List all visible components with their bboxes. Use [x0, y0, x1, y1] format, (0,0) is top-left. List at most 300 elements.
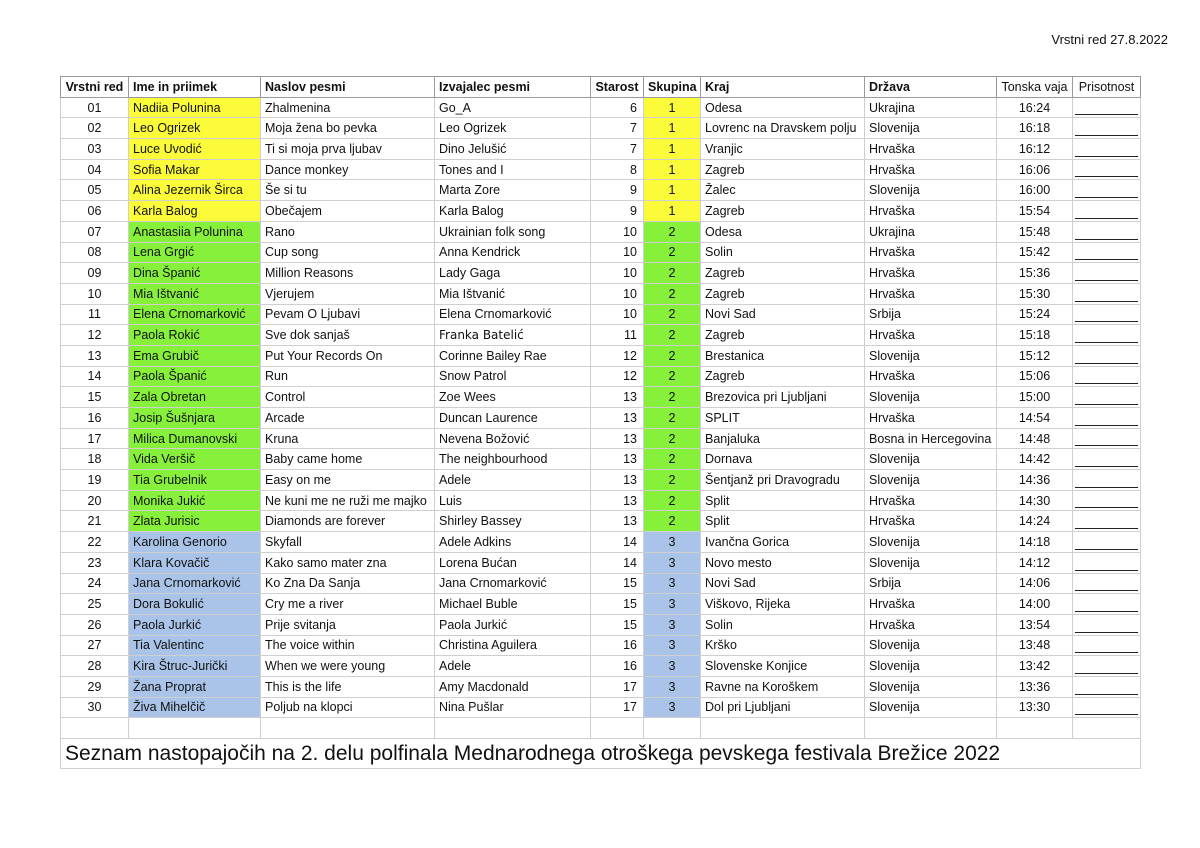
cell-soundcheck: 15:00	[997, 387, 1073, 408]
cell-age: 17	[591, 697, 644, 718]
table-row	[61, 345, 1141, 366]
cell-name: Klara Kovačič	[129, 552, 261, 573]
cell-order: 05	[61, 180, 129, 201]
cell-soundcheck: 15:54	[997, 201, 1073, 222]
cell-city: Žalec	[701, 180, 865, 201]
cell-city: Krško	[701, 635, 865, 656]
table-row	[61, 635, 1141, 656]
performers-table	[60, 76, 1141, 769]
cell-city: Novi Sad	[701, 304, 865, 325]
cell-attendance[interactable]	[1073, 304, 1141, 325]
cell-artist: Leo Ogrizek	[435, 118, 591, 139]
cell-name: Jana Crnomarković	[129, 573, 261, 594]
cell-name: Luce Uvodić	[129, 139, 261, 160]
cell-age: 6	[591, 97, 644, 118]
cell-country: Hrvaška	[865, 594, 997, 615]
cell-group: 2	[644, 428, 701, 449]
cell-city: Solin	[701, 242, 865, 263]
cell-soundcheck: 15:24	[997, 304, 1073, 325]
cell-city: Zagreb	[701, 263, 865, 284]
cell-country: Hrvaška	[865, 139, 997, 160]
attendance-signature-line	[1075, 176, 1138, 177]
cell-city: Banjaluka	[701, 428, 865, 449]
cell-name: Tia Valentinc	[129, 635, 261, 656]
cell-city: SPLIT	[701, 408, 865, 429]
cell-order: 10	[61, 283, 129, 304]
cell-soundcheck: 14:00	[997, 594, 1073, 615]
cell-group: 1	[644, 139, 701, 160]
cell-age: 13	[591, 511, 644, 532]
cell-song: Control	[261, 387, 435, 408]
col-header-order: Vrstni red	[61, 77, 129, 98]
table-row	[61, 676, 1141, 697]
cell-country: Slovenija	[865, 552, 997, 573]
cell-age: 10	[591, 263, 644, 284]
cell-attendance[interactable]	[1073, 573, 1141, 594]
cell-age: 13	[591, 408, 644, 429]
cell-artist: Shirley Bassey	[435, 511, 591, 532]
cell-city: Slovenske Konjice	[701, 656, 865, 677]
cell-attendance[interactable]	[1073, 428, 1141, 449]
cell-soundcheck: 14:42	[997, 449, 1073, 470]
cell-group: 2	[644, 490, 701, 511]
table-row	[61, 118, 1141, 139]
cell-order: 07	[61, 221, 129, 242]
attendance-signature-line	[1075, 383, 1138, 384]
cell-city: Lovrenc na Dravskem polju	[701, 118, 865, 139]
cell-order: 23	[61, 552, 129, 573]
cell-country: Ukrajina	[865, 221, 997, 242]
cell-artist: Nevena Božović	[435, 428, 591, 449]
cell-soundcheck: 15:36	[997, 263, 1073, 284]
cell-soundcheck: 14:54	[997, 408, 1073, 429]
cell-age: 8	[591, 159, 644, 180]
cell-country: Hrvaška	[865, 283, 997, 304]
cell-song: Ko Zna Da Sanja	[261, 573, 435, 594]
col-header-song: Naslov pesmi	[261, 77, 435, 98]
cell-attendance[interactable]	[1073, 263, 1141, 284]
cell-country: Slovenija	[865, 470, 997, 491]
cell-city: Zagreb	[701, 159, 865, 180]
cell-song: Ti si moja prva ljubav	[261, 139, 435, 160]
cell-artist: Adele	[435, 470, 591, 491]
attendance-signature-line	[1075, 673, 1138, 674]
cell-order: 25	[61, 594, 129, 615]
cell-attendance[interactable]	[1073, 511, 1141, 532]
cell-name: Paola Rokić	[129, 325, 261, 346]
col-header-country: Država	[865, 77, 997, 98]
cell-soundcheck: 15:12	[997, 345, 1073, 366]
cell-name: Milica Dumanovski	[129, 428, 261, 449]
cell-artist: Mia Ištvanić	[435, 283, 591, 304]
cell-song: Poljub na klopci	[261, 697, 435, 718]
cell-attendance[interactable]	[1073, 676, 1141, 697]
col-header-artist: Izvajalec pesmi	[435, 77, 591, 98]
cell-name: Kira Štruc-Jurički	[129, 656, 261, 677]
cell-song: This is the life	[261, 676, 435, 697]
cell-group: 3	[644, 532, 701, 553]
cell-name: Žana Proprat	[129, 676, 261, 697]
table-row	[61, 325, 1141, 346]
cell-age: 15	[591, 594, 644, 615]
cell-soundcheck: 13:48	[997, 635, 1073, 656]
cell-country: Hrvaška	[865, 242, 997, 263]
page-date-label: Vrstni red 27.8.2022	[1051, 32, 1168, 47]
cell-attendance[interactable]	[1073, 221, 1141, 242]
cell-soundcheck: 13:54	[997, 614, 1073, 635]
cell-group: 3	[644, 573, 701, 594]
table-row	[61, 573, 1141, 594]
cell-artist: Franka Batelić	[435, 325, 591, 346]
attendance-signature-line	[1075, 321, 1138, 322]
table-row	[61, 201, 1141, 222]
cell-order: 14	[61, 366, 129, 387]
cell-age: 12	[591, 345, 644, 366]
attendance-signature-line	[1075, 487, 1138, 488]
table-row	[61, 656, 1141, 677]
cell-attendance[interactable]	[1073, 697, 1141, 718]
attendance-signature-line	[1075, 342, 1138, 343]
cell-order: 02	[61, 118, 129, 139]
cell-attendance[interactable]	[1073, 118, 1141, 139]
cell-name: Monika Jukić	[129, 490, 261, 511]
cell-group: 3	[644, 656, 701, 677]
attendance-signature-line	[1075, 507, 1138, 508]
cell-artist: Corinne Bailey Rae	[435, 345, 591, 366]
table-footer-row	[61, 739, 1141, 769]
cell-age: 7	[591, 139, 644, 160]
table-row	[61, 139, 1141, 160]
cell-song: Cup song	[261, 242, 435, 263]
cell-soundcheck: 14:36	[997, 470, 1073, 491]
cell-order: 22	[61, 532, 129, 553]
attendance-signature-line	[1075, 197, 1138, 198]
table-row	[61, 697, 1141, 718]
cell-country: Hrvaška	[865, 366, 997, 387]
cell-name: Alina Jezernik Širca	[129, 180, 261, 201]
cell-name: Elena Crnomarković	[129, 304, 261, 325]
table-row	[61, 242, 1141, 263]
cell-group: 1	[644, 180, 701, 201]
cell-song: When we were young	[261, 656, 435, 677]
cell-name: Zlata Jurisic	[129, 511, 261, 532]
cell-order: 26	[61, 614, 129, 635]
cell-name: Dina Španić	[129, 263, 261, 284]
cell-attendance[interactable]	[1073, 345, 1141, 366]
footer-caption: Seznam nastopajočih na 2. delu polfinala Mednarodnega otroškega pevskega festivala Brežice 2022	[61, 739, 1141, 769]
cell-artist: Christina Aguilera	[435, 635, 591, 656]
table-row	[61, 490, 1141, 511]
cell-country: Slovenija	[865, 180, 997, 201]
cell-country: Srbija	[865, 573, 997, 594]
cell-song: Put Your Records On	[261, 345, 435, 366]
cell-song: Sve dok sanjaš	[261, 325, 435, 346]
table-row	[61, 304, 1141, 325]
cell-age: 13	[591, 490, 644, 511]
cell-attendance[interactable]	[1073, 470, 1141, 491]
cell-order: 01	[61, 97, 129, 118]
cell-soundcheck: 14:48	[997, 428, 1073, 449]
attendance-signature-line	[1075, 466, 1138, 467]
cell-artist: Dino Jelušić	[435, 139, 591, 160]
table-row	[61, 159, 1141, 180]
cell-soundcheck: 16:00	[997, 180, 1073, 201]
col-header-group: Skupina	[644, 77, 701, 98]
table-row	[61, 594, 1141, 615]
attendance-signature-line	[1075, 218, 1138, 219]
cell-name: Anastasiia Polunina	[129, 221, 261, 242]
cell-country: Slovenija	[865, 635, 997, 656]
cell-city: Dornava	[701, 449, 865, 470]
attendance-signature-line	[1075, 114, 1138, 115]
cell-soundcheck: 14:24	[997, 511, 1073, 532]
cell-group: 3	[644, 635, 701, 656]
attendance-signature-line	[1075, 404, 1138, 405]
cell-age: 16	[591, 635, 644, 656]
cell-artist: Ukrainian folk song	[435, 221, 591, 242]
col-header-attendance: Prisotnost	[1073, 77, 1141, 98]
cell-attendance[interactable]	[1073, 490, 1141, 511]
cell-attendance[interactable]	[1073, 532, 1141, 553]
cell-country: Bosna in Hercegovina	[865, 428, 997, 449]
attendance-signature-line	[1075, 301, 1138, 302]
cell-city: Zagreb	[701, 366, 865, 387]
cell-song: Million Reasons	[261, 263, 435, 284]
cell-attendance[interactable]	[1073, 242, 1141, 263]
cell-city: Zagreb	[701, 325, 865, 346]
cell-artist: Lady Gaga	[435, 263, 591, 284]
cell-country: Slovenija	[865, 676, 997, 697]
cell-soundcheck: 14:06	[997, 573, 1073, 594]
cell-country: Slovenija	[865, 532, 997, 553]
cell-artist: Zoe Wees	[435, 387, 591, 408]
cell-city: Zagreb	[701, 201, 865, 222]
cell-city: Split	[701, 511, 865, 532]
cell-attendance[interactable]	[1073, 656, 1141, 677]
cell-artist: Lorena Bućan	[435, 552, 591, 573]
attendance-signature-line	[1075, 632, 1138, 633]
cell-song: Run	[261, 366, 435, 387]
cell-country: Hrvaška	[865, 490, 997, 511]
cell-artist: Elena Crnomarković	[435, 304, 591, 325]
attendance-signature-line	[1075, 570, 1138, 571]
col-header-name: Ime in priimek	[129, 77, 261, 98]
cell-song: Kako samo mater zna	[261, 552, 435, 573]
table-row	[61, 511, 1141, 532]
cell-city: Šentjanž pri Dravogradu	[701, 470, 865, 491]
attendance-signature-line	[1075, 714, 1138, 715]
cell-city: Solin	[701, 614, 865, 635]
cell-age: 10	[591, 304, 644, 325]
cell-age: 12	[591, 366, 644, 387]
cell-group: 2	[644, 283, 701, 304]
table-row	[61, 180, 1141, 201]
table-row	[61, 366, 1141, 387]
cell-country: Slovenija	[865, 656, 997, 677]
cell-city: Viškovo, Rijeka	[701, 594, 865, 615]
cell-artist: Marta Zore	[435, 180, 591, 201]
cell-attendance[interactable]	[1073, 97, 1141, 118]
cell-name: Zala Obretan	[129, 387, 261, 408]
attendance-signature-line	[1075, 694, 1138, 695]
attendance-signature-line	[1075, 590, 1138, 591]
cell-name: Karla Balog	[129, 201, 261, 222]
cell-city: Ivančna Gorica	[701, 532, 865, 553]
attendance-signature-line	[1075, 652, 1138, 653]
cell-order: 18	[61, 449, 129, 470]
cell-artist: Adele Adkins	[435, 532, 591, 553]
cell-group: 2	[644, 221, 701, 242]
cell-attendance[interactable]	[1073, 283, 1141, 304]
cell-attendance[interactable]	[1073, 325, 1141, 346]
table-empty-row	[61, 718, 1141, 739]
cell-name: Leo Ogrizek	[129, 118, 261, 139]
cell-country: Hrvaška	[865, 159, 997, 180]
cell-song: Arcade	[261, 408, 435, 429]
cell-city: Odesa	[701, 221, 865, 242]
attendance-signature-line	[1075, 135, 1138, 136]
cell-song: Cry me a river	[261, 594, 435, 615]
cell-name: Vida Veršič	[129, 449, 261, 470]
cell-artist: Amy Macdonald	[435, 676, 591, 697]
cell-order: 09	[61, 263, 129, 284]
cell-group: 3	[644, 594, 701, 615]
cell-order: 13	[61, 345, 129, 366]
cell-attendance[interactable]	[1073, 408, 1141, 429]
cell-soundcheck: 16:06	[997, 159, 1073, 180]
cell-order: 21	[61, 511, 129, 532]
cell-soundcheck: 14:12	[997, 552, 1073, 573]
cell-order: 24	[61, 573, 129, 594]
cell-country: Slovenija	[865, 697, 997, 718]
attendance-signature-line	[1075, 280, 1138, 281]
table-row	[61, 221, 1141, 242]
cell-group: 2	[644, 387, 701, 408]
cell-order: 19	[61, 470, 129, 491]
cell-attendance[interactable]	[1073, 139, 1141, 160]
cell-attendance[interactable]	[1073, 614, 1141, 635]
cell-order: 06	[61, 201, 129, 222]
cell-name: Sofia Makar	[129, 159, 261, 180]
cell-city: Novo mesto	[701, 552, 865, 573]
cell-order: 12	[61, 325, 129, 346]
cell-name: Karolina Genorio	[129, 532, 261, 553]
cell-country: Slovenija	[865, 118, 997, 139]
cell-order: 08	[61, 242, 129, 263]
cell-soundcheck: 15:30	[997, 283, 1073, 304]
cell-attendance[interactable]	[1073, 449, 1141, 470]
cell-name: Nadiia Polunina	[129, 97, 261, 118]
attendance-signature-line	[1075, 611, 1138, 612]
cell-artist: Go_A	[435, 97, 591, 118]
cell-attendance[interactable]	[1073, 387, 1141, 408]
cell-age: 13	[591, 470, 644, 491]
cell-name: Paola Jurkić	[129, 614, 261, 635]
cell-order: 27	[61, 635, 129, 656]
cell-attendance[interactable]	[1073, 180, 1141, 201]
attendance-signature-line	[1075, 259, 1138, 260]
cell-group: 2	[644, 263, 701, 284]
cell-attendance[interactable]	[1073, 159, 1141, 180]
cell-country: Ukrajina	[865, 97, 997, 118]
cell-order: 11	[61, 304, 129, 325]
cell-order: 20	[61, 490, 129, 511]
cell-artist: Tones and I	[435, 159, 591, 180]
cell-song: Diamonds are forever	[261, 511, 435, 532]
cell-age: 16	[591, 656, 644, 677]
cell-attendance[interactable]	[1073, 366, 1141, 387]
cell-soundcheck: 15:18	[997, 325, 1073, 346]
cell-order: 15	[61, 387, 129, 408]
cell-soundcheck: 13:42	[997, 656, 1073, 677]
table-row	[61, 263, 1141, 284]
cell-song: Kruna	[261, 428, 435, 449]
cell-country: Slovenija	[865, 449, 997, 470]
cell-song: Moja žena bo pevka	[261, 118, 435, 139]
table-row	[61, 428, 1141, 449]
cell-city: Ravne na Koroškem	[701, 676, 865, 697]
cell-age: 15	[591, 614, 644, 635]
cell-attendance[interactable]	[1073, 201, 1141, 222]
cell-age: 13	[591, 449, 644, 470]
cell-age: 13	[591, 387, 644, 408]
table-row	[61, 470, 1141, 491]
cell-country: Hrvaška	[865, 614, 997, 635]
cell-artist: Snow Patrol	[435, 366, 591, 387]
cell-attendance[interactable]	[1073, 594, 1141, 615]
cell-group: 1	[644, 201, 701, 222]
cell-city: Brestanica	[701, 345, 865, 366]
cell-country: Hrvaška	[865, 201, 997, 222]
cell-group: 1	[644, 159, 701, 180]
cell-attendance[interactable]	[1073, 552, 1141, 573]
cell-song: The voice within	[261, 635, 435, 656]
cell-group: 3	[644, 697, 701, 718]
cell-age: 13	[591, 428, 644, 449]
cell-soundcheck: 15:48	[997, 221, 1073, 242]
cell-city: Vranjic	[701, 139, 865, 160]
cell-song: Skyfall	[261, 532, 435, 553]
cell-attendance[interactable]	[1073, 635, 1141, 656]
cell-name: Lena Grgić	[129, 242, 261, 263]
cell-group: 2	[644, 449, 701, 470]
cell-song: Ne kuni me ne ruži me majko	[261, 490, 435, 511]
cell-group: 2	[644, 304, 701, 325]
cell-country: Hrvaška	[865, 511, 997, 532]
table-row	[61, 97, 1141, 118]
cell-age: 10	[591, 242, 644, 263]
cell-group: 2	[644, 325, 701, 346]
cell-group: 3	[644, 552, 701, 573]
cell-artist: The neighbourhood	[435, 449, 591, 470]
table-row	[61, 614, 1141, 635]
table-header-row	[61, 77, 1141, 98]
cell-song: Vjerujem	[261, 283, 435, 304]
cell-group: 2	[644, 345, 701, 366]
cell-country: Hrvaška	[865, 263, 997, 284]
cell-name: Tia Grubelnik	[129, 470, 261, 491]
table-row	[61, 532, 1141, 553]
cell-city: Dol pri Ljubljani	[701, 697, 865, 718]
cell-soundcheck: 16:18	[997, 118, 1073, 139]
cell-city: Split	[701, 490, 865, 511]
cell-city: Zagreb	[701, 283, 865, 304]
cell-name: Mia Ištvanić	[129, 283, 261, 304]
cell-name: Josip Šušnjara	[129, 408, 261, 429]
col-header-age: Starost	[591, 77, 644, 98]
cell-artist: Michael Buble	[435, 594, 591, 615]
cell-artist: Jana Crnomarković	[435, 573, 591, 594]
